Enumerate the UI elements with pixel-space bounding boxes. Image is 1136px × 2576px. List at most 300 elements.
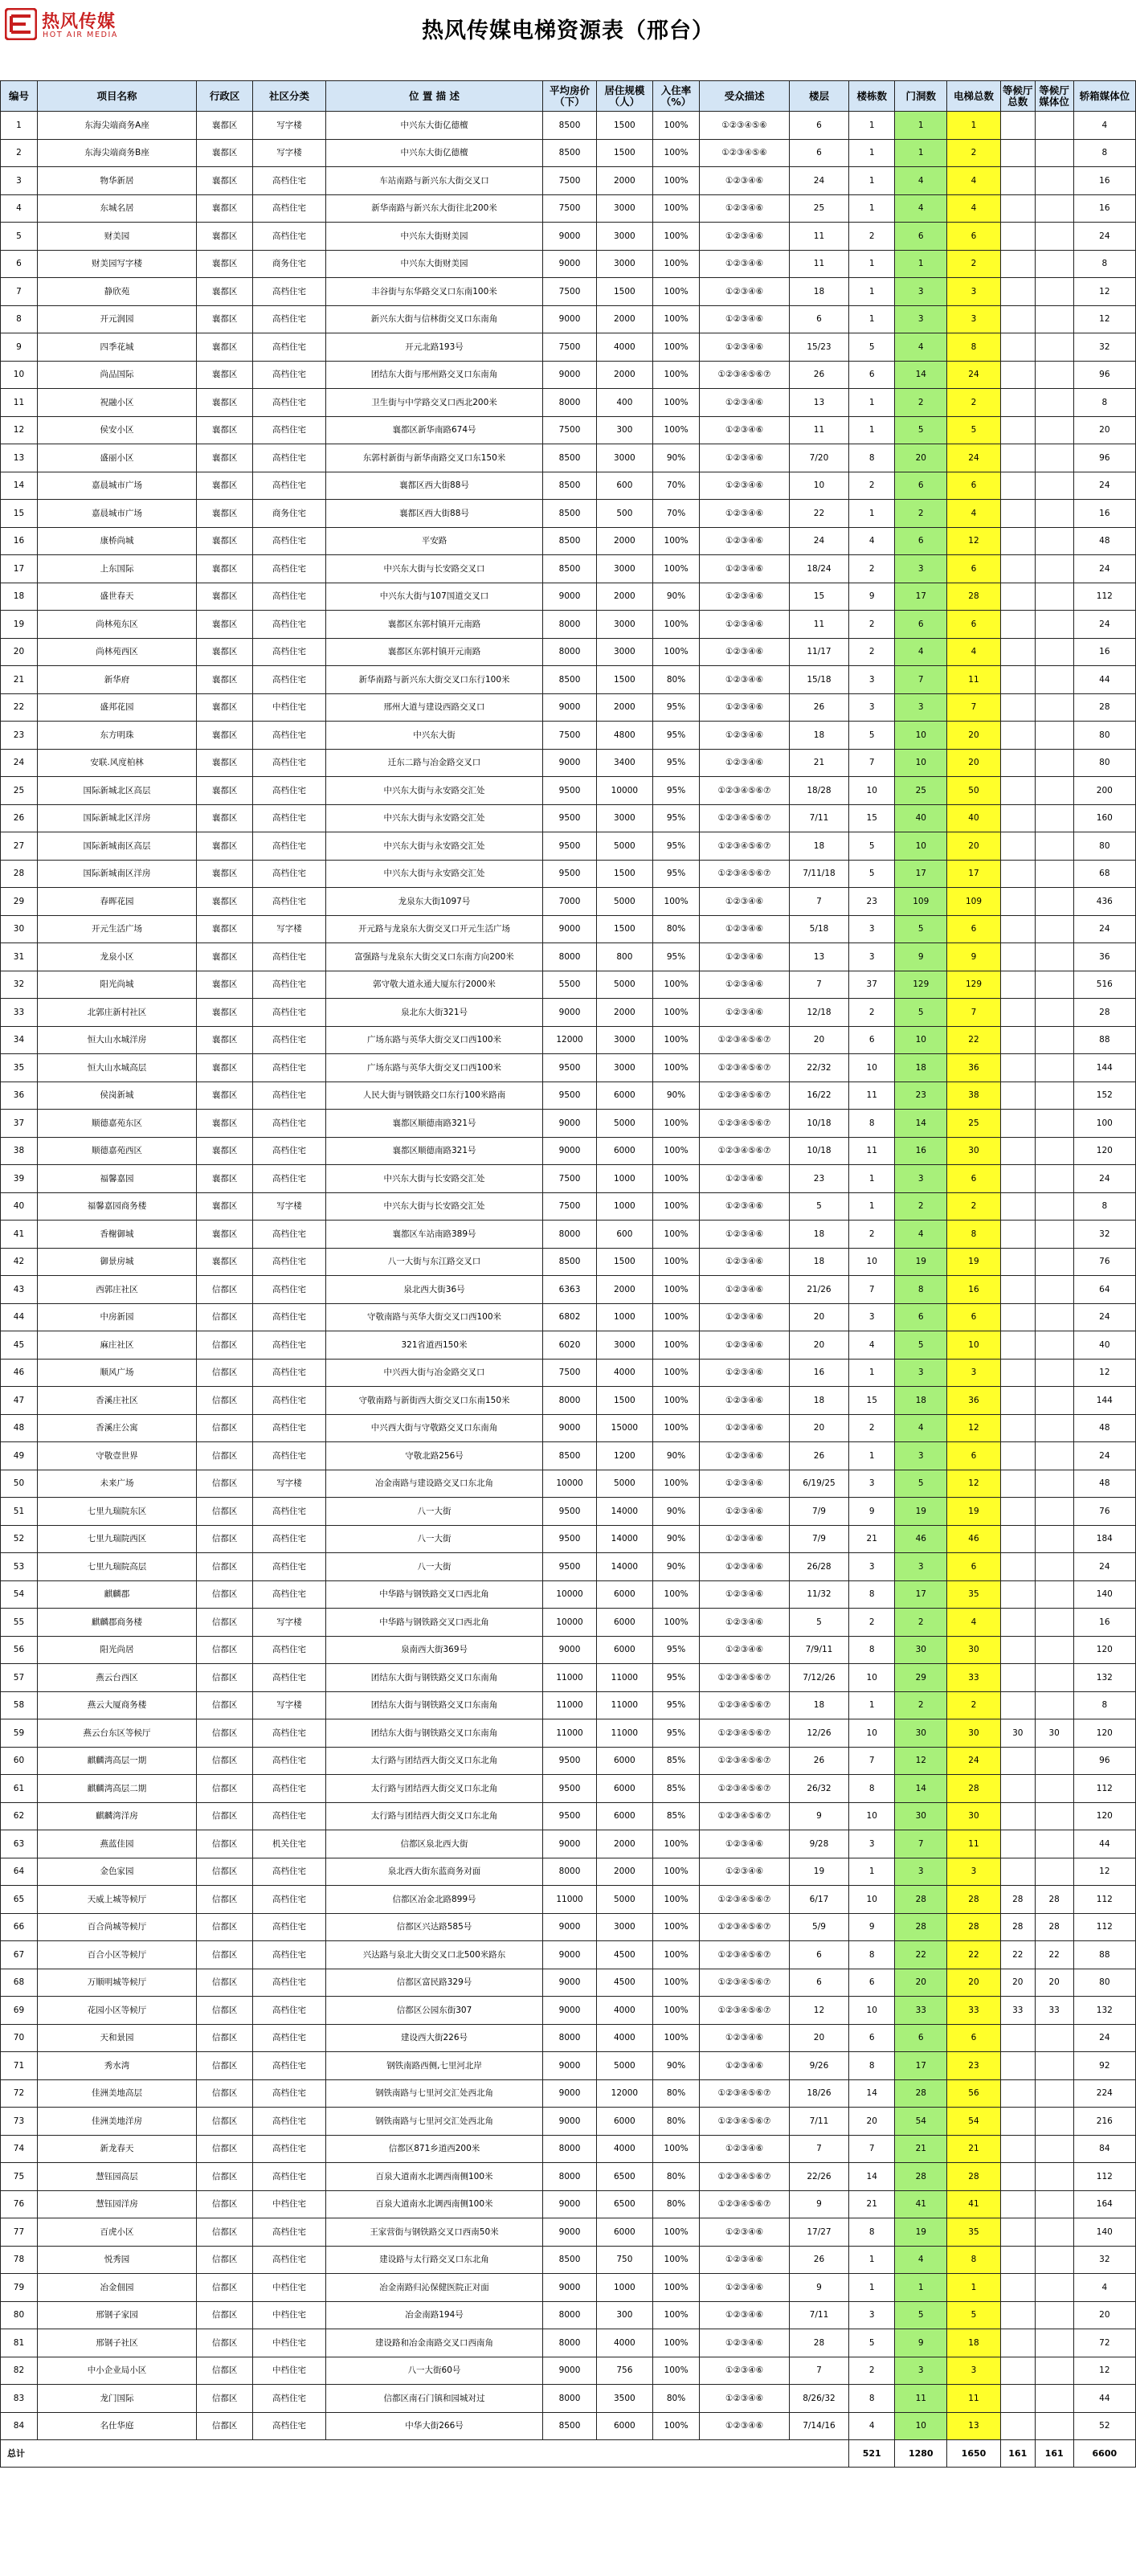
col-location: 中兴东大街与永安路交汇处 — [325, 832, 542, 861]
col-audience: ①②③④⑥ — [700, 1331, 790, 1360]
col-car-media: 32 — [1073, 1221, 1135, 1249]
col-lobbies — [1000, 278, 1035, 306]
col-population: 4500 — [596, 1969, 652, 1997]
col-car-media: 64 — [1073, 1276, 1135, 1304]
col-buildings: 2 — [849, 472, 895, 500]
col-id: 42 — [1, 1248, 38, 1276]
col-doorways: 6 — [895, 472, 947, 500]
totals-row — [1, 2440, 1136, 2468]
col-location: 平安路 — [325, 527, 542, 555]
col-floors: 11 — [789, 416, 848, 444]
col-audience: ①②③④⑥ — [700, 1498, 790, 1526]
col-district: 襄都区 — [197, 749, 253, 777]
col-elevators: 28 — [947, 1913, 1001, 1941]
col-buildings: 15 — [849, 1387, 895, 1415]
col-avg-price: 9500 — [543, 804, 597, 832]
table-row — [1, 1609, 1136, 1637]
col-district: 襄都区 — [197, 888, 253, 916]
col-location: 东郭村新街与新华南路交叉口东150米 — [325, 444, 542, 472]
col-lobby-media — [1035, 860, 1073, 888]
col-doorways: 3 — [895, 693, 947, 722]
col-id: 66 — [1, 1913, 38, 1941]
col-id: 57 — [1, 1664, 38, 1692]
col-doorways: 8 — [895, 1276, 947, 1304]
col-car-media: 72 — [1073, 2329, 1135, 2357]
col-avg-price: 9500 — [543, 1802, 597, 1830]
col-id: 30 — [1, 915, 38, 943]
table-row — [1, 2385, 1136, 2413]
col-floors: 18 — [789, 722, 848, 750]
col-population: 6000 — [596, 1082, 652, 1110]
col-doorways: 28 — [895, 1913, 947, 1941]
col-lobbies — [1000, 777, 1035, 805]
col-population: 6500 — [596, 2163, 652, 2191]
table-row — [1, 2163, 1136, 2191]
col-location: 中兴东大街亿德檀 — [325, 112, 542, 140]
col-avg-price: 12000 — [543, 1026, 597, 1054]
col-buildings: 8 — [849, 1636, 895, 1664]
col-avg-price: 9000 — [543, 1137, 597, 1165]
col-district: 信都区 — [197, 1553, 253, 1581]
col-lobby-media — [1035, 333, 1073, 362]
col-category: 高档住宅 — [253, 999, 326, 1027]
col-buildings: 2 — [849, 638, 895, 666]
col-category: 高档住宅 — [253, 2218, 326, 2247]
col-avg-price: 8000 — [543, 638, 597, 666]
table-row — [1, 500, 1136, 528]
col-floors: 7/12/26 — [789, 1664, 848, 1692]
col-lobbies — [1000, 2385, 1035, 2413]
col-elevators: 1 — [947, 2274, 1001, 2302]
col-category: 高档住宅 — [253, 1137, 326, 1165]
col-project-name: 燕云台东区等候厅 — [37, 1719, 196, 1748]
col-lobbies — [1000, 112, 1035, 140]
col-population: 6000 — [596, 1775, 652, 1803]
col-elevators: 40 — [947, 804, 1001, 832]
col-lobbies — [1000, 333, 1035, 362]
col-doorways: 2 — [895, 1691, 947, 1719]
col-category: 机关住宅 — [253, 1830, 326, 1858]
col-lobby-media — [1035, 777, 1073, 805]
col-buildings: 8 — [849, 2052, 895, 2080]
col-doorways: 14 — [895, 1775, 947, 1803]
col-elevators: 6 — [947, 1303, 1001, 1331]
col-avg-price: 8500 — [543, 666, 597, 694]
col-floors: 28 — [789, 2329, 848, 2357]
col-elevators: 4 — [947, 500, 1001, 528]
col-district: 信都区 — [197, 1331, 253, 1360]
col-lobby-media — [1035, 1303, 1073, 1331]
col-avg-price: 9000 — [543, 2108, 597, 2136]
col-lobby-media — [1035, 2079, 1073, 2108]
col-project-name: 中小企业局小区 — [37, 2357, 196, 2385]
col-id: 26 — [1, 804, 38, 832]
col-audience: ①②③④⑥ — [700, 638, 790, 666]
col-floors: 7/14/16 — [789, 2412, 848, 2440]
col-audience: ①②③④⑤⑥⑦ — [700, 1110, 790, 1138]
col-occupancy: 95% — [652, 722, 699, 750]
col-project-name: 龙泉小区 — [37, 943, 196, 971]
table-row — [1, 1165, 1136, 1193]
col-avg-price: 9000 — [543, 1636, 597, 1664]
table-row — [1, 1470, 1136, 1498]
col-district: 襄都区 — [197, 1165, 253, 1193]
col-lobby-media — [1035, 194, 1073, 223]
col-floors: 22/32 — [789, 1054, 848, 1082]
col-project-name: 金色家园 — [37, 1858, 196, 1886]
col-location: 王家营街与钢铁路交叉口西南50米 — [325, 2218, 542, 2247]
col-category: 写字楼 — [253, 139, 326, 167]
col-district: 信都区 — [197, 2052, 253, 2080]
col-elevators: 6 — [947, 1165, 1001, 1193]
col-location: 团结东大街与钢铁路交叉口东南角 — [325, 1664, 542, 1692]
col-audience: ①②③④⑥ — [700, 416, 790, 444]
col-audience: ①②③④⑤⑥⑦ — [700, 1775, 790, 1803]
col-location: 襄都区西大街88号 — [325, 472, 542, 500]
col-id: 5 — [1, 223, 38, 251]
col-elevators: 35 — [947, 1580, 1001, 1609]
col-location: 中华路与钢铁路交叉口西北角 — [325, 1580, 542, 1609]
col-car-media: 52 — [1073, 2412, 1135, 2440]
col-occupancy: 80% — [652, 2163, 699, 2191]
col-floors: 26/28 — [789, 1553, 848, 1581]
col-category: 高档住宅 — [253, 888, 326, 916]
col-category: 高档住宅 — [253, 832, 326, 861]
col-id: 1 — [1, 112, 38, 140]
col-id: 53 — [1, 1553, 38, 1581]
col-population: 3000 — [596, 194, 652, 223]
col-population: 4000 — [596, 2329, 652, 2357]
col-project-name: 百合小区等候厅 — [37, 1941, 196, 1969]
table-row — [1, 2274, 1136, 2302]
col-floors: 9 — [789, 2190, 848, 2218]
col-location: 兴达路与泉北大街交叉口北500米路东 — [325, 1941, 542, 1969]
col-district: 信都区 — [197, 2329, 253, 2357]
col-id: 77 — [1, 2218, 38, 2247]
col-lobbies — [1000, 1691, 1035, 1719]
col-elevators: 8 — [947, 1221, 1001, 1249]
col-car-media: 436 — [1073, 888, 1135, 916]
col-location: 襄都区西大街88号 — [325, 500, 542, 528]
col-floors: 11 — [789, 223, 848, 251]
col-occupancy: 100% — [652, 1276, 699, 1304]
col-audience: ①②③④⑥ — [700, 943, 790, 971]
col-category: 高档住宅 — [253, 1303, 326, 1331]
col-audience: ①②③④⑥ — [700, 749, 790, 777]
col-avg-price: 11000 — [543, 1719, 597, 1748]
col-avg-price: 9000 — [543, 223, 597, 251]
table-row — [1, 1110, 1136, 1138]
col-district: 襄都区 — [197, 638, 253, 666]
col-district: 信都区 — [197, 1442, 253, 1470]
col-avg-price: 9000 — [543, 693, 597, 722]
col-id: 15 — [1, 500, 38, 528]
col-population: 6000 — [596, 1580, 652, 1609]
header-col-audience: 受众描述 — [700, 81, 790, 112]
col-population: 6500 — [596, 2190, 652, 2218]
col-population: 600 — [596, 1221, 652, 1249]
col-buildings: 7 — [849, 749, 895, 777]
col-car-media: 12 — [1073, 278, 1135, 306]
col-location: 龙泉东大街1097号 — [325, 888, 542, 916]
col-lobby-media — [1035, 1747, 1073, 1775]
col-population: 3000 — [596, 555, 652, 583]
col-id: 59 — [1, 1719, 38, 1748]
col-population: 6000 — [596, 1747, 652, 1775]
col-project-name: 麒麟湾高层一期 — [37, 1747, 196, 1775]
col-floors: 7/11 — [789, 2108, 848, 2136]
col-project-name: 七里九瑞院西区 — [37, 1525, 196, 1553]
col-doorways: 10 — [895, 2412, 947, 2440]
col-car-media: 16 — [1073, 167, 1135, 195]
col-lobbies — [1000, 749, 1035, 777]
col-lobby-media — [1035, 555, 1073, 583]
col-buildings: 1 — [849, 167, 895, 195]
col-audience: ①②③④⑥ — [700, 500, 790, 528]
col-buildings: 1 — [849, 500, 895, 528]
col-id: 6 — [1, 250, 38, 278]
col-occupancy: 100% — [652, 1580, 699, 1609]
col-occupancy: 100% — [652, 1165, 699, 1193]
col-project-name: 嘉晨城市广场 — [37, 472, 196, 500]
col-category: 高档住宅 — [253, 555, 326, 583]
col-car-media: 16 — [1073, 638, 1135, 666]
col-project-name: 龙门国际 — [37, 2385, 196, 2413]
col-population: 1500 — [596, 112, 652, 140]
col-population: 14000 — [596, 1498, 652, 1526]
col-lobby-media — [1035, 1609, 1073, 1637]
table-row — [1, 1830, 1136, 1858]
col-car-media: 12 — [1073, 1359, 1135, 1387]
col-doorways: 5 — [895, 1470, 947, 1498]
col-population: 10000 — [596, 777, 652, 805]
col-car-media: 140 — [1073, 2218, 1135, 2247]
col-lobbies: 20 — [1000, 1969, 1035, 1997]
col-car-media: 16 — [1073, 1609, 1135, 1637]
col-category: 高档住宅 — [253, 971, 326, 999]
col-location: 中兴东大街与长安路交叉口 — [325, 555, 542, 583]
col-district: 信都区 — [197, 1747, 253, 1775]
col-audience: ①②③④⑥ — [700, 1553, 790, 1581]
col-occupancy: 70% — [652, 500, 699, 528]
col-avg-price: 9500 — [543, 1747, 597, 1775]
col-lobbies — [1000, 1414, 1035, 1442]
col-location: 建设路和冶金南路交叉口西南角 — [325, 2329, 542, 2357]
col-audience: ①②③④⑥ — [700, 527, 790, 555]
col-floors: 26 — [789, 693, 848, 722]
col-district: 襄都区 — [197, 666, 253, 694]
col-category: 高档住宅 — [253, 333, 326, 362]
col-car-media: 12 — [1073, 305, 1135, 333]
col-category: 商务住宅 — [253, 250, 326, 278]
col-car-media: 88 — [1073, 1941, 1135, 1969]
col-audience: ①②③④⑥ — [700, 1636, 790, 1664]
col-car-media: 184 — [1073, 1525, 1135, 1553]
col-occupancy: 100% — [652, 112, 699, 140]
table-row — [1, 1221, 1136, 1249]
col-avg-price: 9000 — [543, 2274, 597, 2302]
col-location: 襄都区顺德南路321号 — [325, 1110, 542, 1138]
col-audience: ①②③④⑥ — [700, 971, 790, 999]
col-car-media: 20 — [1073, 2301, 1135, 2329]
col-id: 45 — [1, 1331, 38, 1360]
col-elevators: 19 — [947, 1248, 1001, 1276]
col-avg-price: 9500 — [543, 832, 597, 861]
col-audience: ①②③④⑥ — [700, 250, 790, 278]
col-district: 信都区 — [197, 2024, 253, 2052]
col-lobby-media — [1035, 1442, 1073, 1470]
col-category: 高档住宅 — [253, 1248, 326, 1276]
col-doorways: 40 — [895, 804, 947, 832]
col-doorways: 28 — [895, 1886, 947, 1914]
col-project-name: 阳光尚城 — [37, 971, 196, 999]
col-audience: ①②③④⑤⑥⑦ — [700, 1969, 790, 1997]
col-elevators: 36 — [947, 1387, 1001, 1415]
col-id: 38 — [1, 1137, 38, 1165]
col-lobbies — [1000, 223, 1035, 251]
col-location: 八一大街与东江路交叉口 — [325, 1248, 542, 1276]
col-category: 高档住宅 — [253, 194, 326, 223]
table-row — [1, 693, 1136, 722]
col-elevators: 109 — [947, 888, 1001, 916]
col-location: 中兴东大街与永安路交汇处 — [325, 804, 542, 832]
col-avg-price: 9500 — [543, 777, 597, 805]
col-population: 1500 — [596, 666, 652, 694]
col-car-media: 100 — [1073, 1110, 1135, 1138]
col-lobby-media — [1035, 167, 1073, 195]
col-buildings: 1 — [849, 112, 895, 140]
col-lobby-media — [1035, 1553, 1073, 1581]
col-occupancy: 95% — [652, 804, 699, 832]
col-buildings: 3 — [849, 693, 895, 722]
col-location: 中兴东大街财美园 — [325, 250, 542, 278]
table-row — [1, 194, 1136, 223]
col-population: 2000 — [596, 527, 652, 555]
col-population: 4000 — [596, 2024, 652, 2052]
col-car-media: 164 — [1073, 2190, 1135, 2218]
col-audience: ①②③④⑥ — [700, 472, 790, 500]
page-title: 热风传媒电梯资源表（邢台） — [422, 18, 714, 43]
table-row — [1, 888, 1136, 916]
col-category: 中档住宅 — [253, 2190, 326, 2218]
col-district: 襄都区 — [197, 999, 253, 1027]
col-elevators: 11 — [947, 2385, 1001, 2413]
col-doorways: 4 — [895, 2246, 947, 2274]
col-lobby-media — [1035, 1664, 1073, 1692]
table-row — [1, 971, 1136, 999]
col-district: 襄都区 — [197, 333, 253, 362]
table-row — [1, 832, 1136, 861]
col-district: 襄都区 — [197, 971, 253, 999]
col-buildings: 10 — [849, 1054, 895, 1082]
col-avg-price: 8000 — [543, 389, 597, 417]
col-buildings: 11 — [849, 1082, 895, 1110]
col-occupancy: 100% — [652, 1969, 699, 1997]
col-occupancy: 100% — [652, 2246, 699, 2274]
table-row — [1, 2357, 1136, 2385]
col-elevators: 11 — [947, 666, 1001, 694]
col-location: 襄都区东郭村镇开元南路 — [325, 638, 542, 666]
col-project-name: 北郭庄新村社区 — [37, 999, 196, 1027]
col-occupancy: 90% — [652, 444, 699, 472]
col-floors: 18 — [789, 832, 848, 861]
col-district: 襄都区 — [197, 777, 253, 805]
col-buildings: 4 — [849, 527, 895, 555]
col-car-media: 112 — [1073, 1775, 1135, 1803]
col-doorways: 10 — [895, 832, 947, 861]
col-floors: 5/18 — [789, 915, 848, 943]
col-population: 3000 — [596, 1913, 652, 1941]
col-district: 襄都区 — [197, 915, 253, 943]
table-row — [1, 444, 1136, 472]
col-category: 高档住宅 — [253, 1387, 326, 1415]
col-car-media: 76 — [1073, 1248, 1135, 1276]
col-location: 八一大街 — [325, 1498, 542, 1526]
col-district: 襄都区 — [197, 389, 253, 417]
col-occupancy: 95% — [652, 832, 699, 861]
col-audience: ①②③④⑥ — [700, 1830, 790, 1858]
col-occupancy: 100% — [652, 1941, 699, 1969]
col-location: 冶金南路归沁保健医院正对面 — [325, 2274, 542, 2302]
col-category: 高档住宅 — [253, 722, 326, 750]
col-doorways: 6 — [895, 611, 947, 639]
col-car-media: 80 — [1073, 1969, 1135, 1997]
col-audience: ①②③④⑥ — [700, 305, 790, 333]
col-category: 高档住宅 — [253, 1802, 326, 1830]
col-doorways: 3 — [895, 1858, 947, 1886]
col-car-media: 200 — [1073, 777, 1135, 805]
col-avg-price: 8000 — [543, 2135, 597, 2163]
col-avg-price: 9000 — [543, 250, 597, 278]
col-district: 信都区 — [197, 1913, 253, 1941]
col-buildings: 1 — [849, 250, 895, 278]
col-location: 信都区公园东街307 — [325, 1997, 542, 2025]
col-project-name: 四季花城 — [37, 333, 196, 362]
col-project-name: 七里九瑞院高层 — [37, 1553, 196, 1581]
col-lobbies — [1000, 1276, 1035, 1304]
col-location: 广场东路与英华大街交叉口西100米 — [325, 1026, 542, 1054]
col-audience: ①②③④⑥ — [700, 2246, 790, 2274]
col-occupancy: 100% — [652, 333, 699, 362]
col-category: 高档住宅 — [253, 278, 326, 306]
col-district: 信都区 — [197, 1775, 253, 1803]
col-location: 襄都区顺德南路321号 — [325, 1137, 542, 1165]
col-floors: 16/22 — [789, 1082, 848, 1110]
col-lobbies — [1000, 1664, 1035, 1692]
col-id: 80 — [1, 2301, 38, 2329]
table-row — [1, 555, 1136, 583]
col-buildings: 8 — [849, 1580, 895, 1609]
col-lobby-media — [1035, 804, 1073, 832]
col-id: 21 — [1, 666, 38, 694]
col-id: 84 — [1, 2412, 38, 2440]
col-district: 襄都区 — [197, 943, 253, 971]
col-district: 信都区 — [197, 2274, 253, 2302]
col-audience: ①②③④⑤⑥⑦ — [700, 1691, 790, 1719]
col-lobby-media — [1035, 1580, 1073, 1609]
col-occupancy: 100% — [652, 194, 699, 223]
col-location: 太行路与团结西大街交叉口东北角 — [325, 1775, 542, 1803]
col-occupancy: 100% — [652, 1359, 699, 1387]
col-category: 高档住宅 — [253, 1580, 326, 1609]
col-avg-price: 9000 — [543, 2052, 597, 2080]
col-category: 高档住宅 — [253, 1941, 326, 1969]
col-car-media: 96 — [1073, 1747, 1135, 1775]
col-buildings: 2 — [849, 999, 895, 1027]
col-location: 太行路与团结西大街交叉口东北角 — [325, 1802, 542, 1830]
col-floors: 10/18 — [789, 1137, 848, 1165]
col-location: 中兴东大街亿德檀 — [325, 139, 542, 167]
